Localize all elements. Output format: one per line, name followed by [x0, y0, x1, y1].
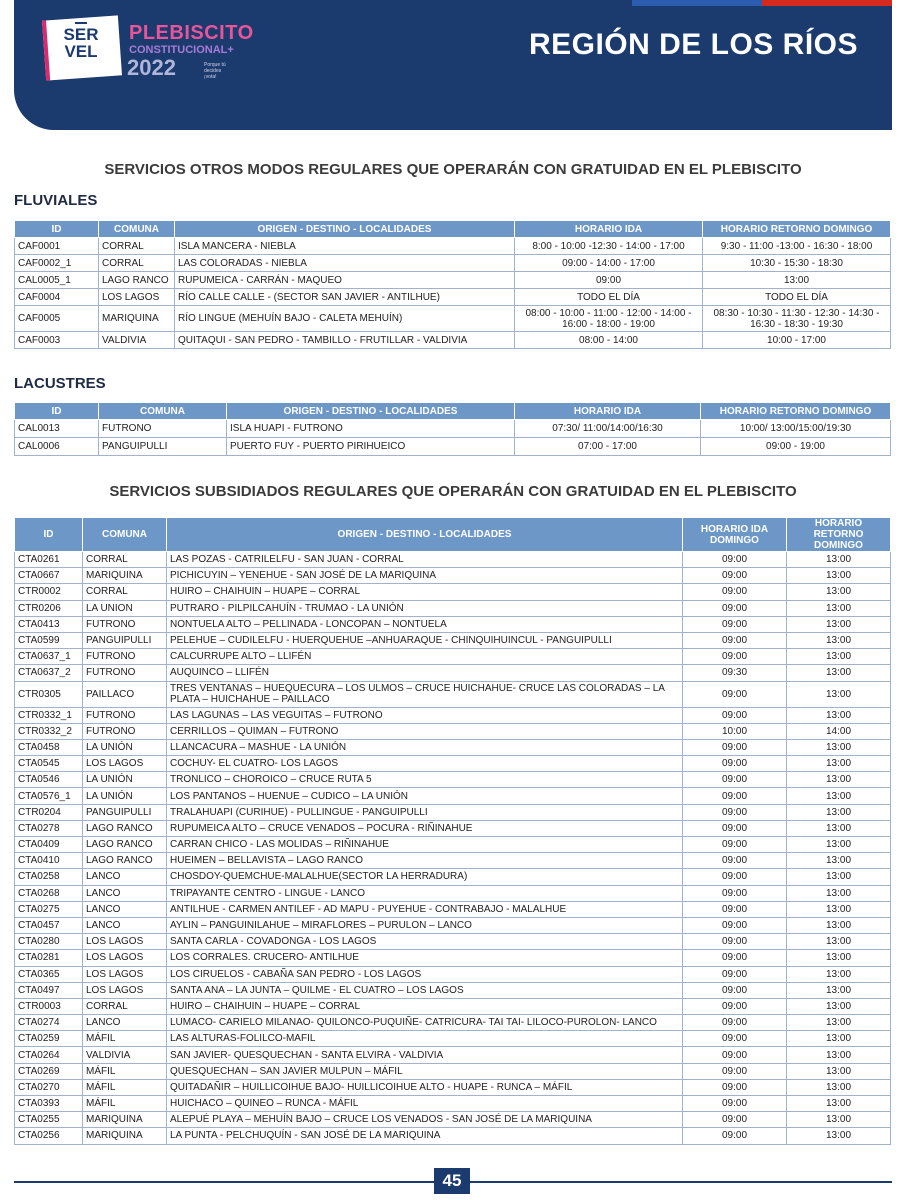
- cell-id: CTR0305: [15, 681, 83, 707]
- cell-horario-retorno: 08:30 - 10:30 - 11:30 - 12:30 - 14:30 - 16:30 - 18:30 - 19:30: [703, 306, 891, 332]
- cell-origen-destino: SANTA CARLA - COVADONGA - LOS LAGOS: [167, 934, 683, 950]
- cell-id: CTA0270: [15, 1079, 83, 1095]
- page-header: [14, 0, 892, 130]
- cell-id: CTR0204: [15, 804, 83, 820]
- year-logo-text: 2022: [127, 55, 176, 80]
- table-row: [15, 238, 891, 255]
- cell-horario-retorno: 13:00: [787, 1031, 891, 1047]
- table-row: [15, 739, 891, 755]
- table-row: [15, 632, 891, 648]
- cell-horario-ida: 09:00 - 14:00 - 17:00: [515, 255, 703, 272]
- cell-horario-retorno: 13:00: [787, 982, 891, 998]
- cell-id: CTA0280: [15, 934, 83, 950]
- cell-horario-ida: 09:00: [683, 649, 787, 665]
- cell-horario-retorno: 13:00: [787, 756, 891, 772]
- cell-origen-destino: HUIRO – CHAIHUIN – HUAPE – CORRAL: [167, 998, 683, 1014]
- cell-comuna: CORRAL: [99, 238, 175, 255]
- table-row: [15, 681, 891, 707]
- cell-origen-destino: LLANCACURA – MASHUE - LA UNIÓN: [167, 739, 683, 755]
- cell-horario-retorno: 13:00: [787, 1015, 891, 1031]
- table-row: [15, 306, 891, 332]
- flag-stripe: [632, 0, 892, 6]
- cell-horario-ida: 09:00: [683, 998, 787, 1014]
- cell-origen-destino: QUESQUECHAN – SAN JAVIER MULPUN – MÁFIL: [167, 1063, 683, 1079]
- table-row: [15, 289, 891, 306]
- cell-horario-ida: 09:00: [683, 568, 787, 584]
- cell-id: CTA0269: [15, 1063, 83, 1079]
- cell-horario-ida: 09:00: [683, 982, 787, 998]
- cell-origen-destino: CERRILLOS – QUIMAN – FUTRONO: [167, 723, 683, 739]
- cell-origen-destino: LAS LAGUNAS – LAS VEGUITAS – FUTRONO: [167, 707, 683, 723]
- table-row: [15, 568, 891, 584]
- cell-id: CTA0258: [15, 869, 83, 885]
- cell-horario-ida: 09:00: [683, 1031, 787, 1047]
- column-header-horario-retorno: HORARIO RETORNO DOMINGO: [787, 518, 891, 552]
- cell-origen-destino: HUIRO – CHAIHUIN – HUAPE – CORRAL: [167, 584, 683, 600]
- cell-comuna: PANGUIPULLI: [83, 632, 167, 648]
- cell-origen-destino: LOS CORRALES. CRUCERO- ANTILHUE: [167, 950, 683, 966]
- cell-horario-retorno: 13:00: [787, 820, 891, 836]
- table-header-row: [15, 221, 891, 238]
- cell-id: CTA0637_2: [15, 665, 83, 681]
- column-header-horario-ida: HORARIO IDA DOMINGO: [683, 518, 787, 552]
- cell-horario-ida: 09:00: [683, 820, 787, 836]
- cell-id: CTA0458: [15, 739, 83, 755]
- cell-horario-ida: 09:00: [515, 272, 703, 289]
- section-title-otros-modos: SERVICIOS OTROS MODOS REGULARES QUE OPERARÁN CON GRATUIDAD EN EL PLEBISCITO: [104, 161, 802, 178]
- cell-id: CTR0003: [15, 998, 83, 1014]
- cell-origen-destino: AYLIN – PANGUINILAHUE – MIRAFLORES – PURULON – LANCO: [167, 917, 683, 933]
- table-row: [15, 837, 891, 853]
- cell-comuna: LOS LAGOS: [83, 934, 167, 950]
- table-row: [15, 1047, 891, 1063]
- cell-comuna: PANGUIPULLI: [99, 438, 227, 456]
- cell-id: CAF0002_1: [15, 255, 99, 272]
- table-row: [15, 917, 891, 933]
- cell-horario-ida: 09:00: [683, 1112, 787, 1128]
- cell-comuna: FUTRONO: [83, 665, 167, 681]
- cell-horario-retorno: 13:00: [787, 998, 891, 1014]
- cell-comuna: LANCO: [83, 869, 167, 885]
- cell-horario-ida: 09:30: [683, 665, 787, 681]
- cell-horario-retorno: 13:00: [703, 272, 891, 289]
- cell-comuna: VALDIVIA: [99, 332, 175, 349]
- table-row: [15, 1128, 891, 1144]
- table-row: [15, 998, 891, 1014]
- cell-id: CTA0365: [15, 966, 83, 982]
- column-header-origen-destino: ORIGEN - DESTINO - LOCALIDADES: [227, 403, 515, 420]
- cell-origen-destino: LOS CIRUELOS - CABAÑA SAN PEDRO - LOS LAGOS: [167, 966, 683, 982]
- cell-origen-destino: TRONLICO – CHOROICO – CRUCE RUTA 5: [167, 772, 683, 788]
- cell-horario-ida: 09:00: [683, 853, 787, 869]
- table-row: [15, 950, 891, 966]
- cell-horario-ida: 09:00: [683, 1015, 787, 1031]
- cell-origen-destino: RUPUMEICA - CARRÁN - MAQUEO: [175, 272, 515, 289]
- table-row: [15, 707, 891, 723]
- table-row: [15, 616, 891, 632]
- cell-id: CTA0278: [15, 820, 83, 836]
- cell-id: CTA0256: [15, 1128, 83, 1144]
- cell-origen-destino: TRIPAYANTE CENTRO - LINGUE - LANCO: [167, 885, 683, 901]
- cell-horario-ida: 09:00: [683, 616, 787, 632]
- cell-comuna: PAILLACO: [83, 681, 167, 707]
- cell-horario-ida: 09:00: [683, 756, 787, 772]
- cell-horario-ida: 09:00: [683, 804, 787, 820]
- cell-comuna: FUTRONO: [83, 723, 167, 739]
- cell-comuna: FUTRONO: [83, 707, 167, 723]
- cell-horario-retorno: 13:00: [787, 950, 891, 966]
- cell-origen-destino: RUPUMEICA ALTO – CRUCE VENADOS – POCURA - RIÑINAHUE: [167, 820, 683, 836]
- cell-horario-ida: 09:00: [683, 917, 787, 933]
- cell-id: CTA0259: [15, 1031, 83, 1047]
- cell-id: CTA0275: [15, 901, 83, 917]
- cell-horario-ida: 09:00: [683, 707, 787, 723]
- column-header-horario-ida: HORARIO IDA: [515, 403, 701, 420]
- table-row: [15, 853, 891, 869]
- cell-horario-ida: 07:30/ 11:00/14:00/16:30: [515, 420, 701, 438]
- table-row: [15, 804, 891, 820]
- cell-horario-retorno: 13:00: [787, 966, 891, 982]
- cell-id: CTA0637_1: [15, 649, 83, 665]
- cell-origen-destino: COCHUY- EL CUATRO- LOS LAGOS: [167, 756, 683, 772]
- cell-origen-destino: LAS ALTURAS-FOLILCO-MAFIL: [167, 1031, 683, 1047]
- cell-comuna: LA UNIÓN: [83, 788, 167, 804]
- table-row: [15, 255, 891, 272]
- table-row: [15, 820, 891, 836]
- cell-comuna: MÁFIL: [83, 1031, 167, 1047]
- cell-horario-retorno: 9:30 - 11:00 -13:00 - 16:30 - 18:00: [703, 238, 891, 255]
- cell-horario-retorno: 13:00: [787, 568, 891, 584]
- cell-horario-ida: 09:00: [683, 552, 787, 568]
- cell-origen-destino: TRES VENTANAS – HUEQUECURA – LOS ULMOS – CRUCE HUICHAHUE- CRUCE LAS COLORADAS – LA PLATA – HUICHAHUE – PAILLACO: [167, 681, 683, 707]
- cell-comuna: LAGO RANCO: [83, 820, 167, 836]
- cell-origen-destino: ANTILHUE - CARMEN ANTILEF - AD MAPU - PUYEHUE - CONTRABAJO - MALALHUE: [167, 901, 683, 917]
- cell-id: CTA0409: [15, 837, 83, 853]
- cell-id: CTA0261: [15, 552, 83, 568]
- cell-id: CAF0003: [15, 332, 99, 349]
- cell-horario-ida: 09:00: [683, 1128, 787, 1144]
- cell-origen-destino: PELEHUE – CUDILELFU - HUERQUEHUE –ANHUARAQUE - CHINQUIHUINCUL - PANGUIPULLI: [167, 632, 683, 648]
- cell-horario-retorno: 13:00: [787, 584, 891, 600]
- cell-id: CTR0332_2: [15, 723, 83, 739]
- cell-id: CAL0005_1: [15, 272, 99, 289]
- cell-id: CTA0545: [15, 756, 83, 772]
- cell-horario-retorno: 10:00 - 17:00: [703, 332, 891, 349]
- cell-comuna: PANGUIPULLI: [83, 804, 167, 820]
- cell-horario-retorno: 13:00: [787, 632, 891, 648]
- cell-id: CTA0255: [15, 1112, 83, 1128]
- cell-origen-destino: LAS POZAS - CATRILELFU - SAN JUAN - CORRAL: [167, 552, 683, 568]
- cell-origen-destino: LA PUNTA - PELCHUQUÍN - SAN JOSÉ DE LA MARIQUINA: [167, 1128, 683, 1144]
- cell-comuna: LAGO RANCO: [83, 853, 167, 869]
- cell-id: CTA0546: [15, 772, 83, 788]
- table-row: [15, 1063, 891, 1079]
- cell-horario-ida: 10:00: [683, 723, 787, 739]
- cell-horario-ida: 08:00 - 14:00: [515, 332, 703, 349]
- cell-horario-ida: 09:00: [683, 632, 787, 648]
- table-header-row: [15, 518, 891, 552]
- cell-origen-destino: AUQUINCO – LLIFÉN: [167, 665, 683, 681]
- cell-horario-retorno: 10:00/ 13:00/15:00/19:30: [701, 420, 891, 438]
- cell-id: CTA0410: [15, 853, 83, 869]
- cell-origen-destino: CHOSDOY-QUEMCHUE-MALALHUE(SECTOR LA HERRADURA): [167, 869, 683, 885]
- table-row: [15, 438, 891, 456]
- cell-id: CAL0013: [15, 420, 99, 438]
- cell-horario-retorno: 13:00: [787, 681, 891, 707]
- cell-comuna: LANCO: [83, 885, 167, 901]
- cell-comuna: MÁFIL: [83, 1079, 167, 1095]
- lacustres-table: [14, 402, 891, 456]
- cell-horario-retorno: 13:00: [787, 804, 891, 820]
- cell-horario-ida: TODO EL DÍA: [515, 289, 703, 306]
- cell-horario-ida: 09:00: [683, 950, 787, 966]
- cell-horario-ida: 09:00: [683, 739, 787, 755]
- cell-horario-ida: 09:00: [683, 1096, 787, 1112]
- cell-horario-ida: 09:00: [683, 584, 787, 600]
- cell-comuna: LOS LAGOS: [99, 289, 175, 306]
- constitucional-logo-text: CONSTITUCIONAL+: [129, 44, 234, 56]
- table-row: [15, 901, 891, 917]
- cell-horario-retorno: 13:00: [787, 1096, 891, 1112]
- cell-origen-destino: ALEPUÉ PLAYA – MEHUÍN BAJO – CRUCE LOS VENADOS - SAN JOSÉ DE LA MARIQUINA: [167, 1112, 683, 1128]
- table-row: [15, 772, 891, 788]
- column-header-comuna: COMUNA: [83, 518, 167, 552]
- cell-horario-retorno: 13:00: [787, 552, 891, 568]
- cell-id: CTA0413: [15, 616, 83, 632]
- cell-horario-ida: 09:00: [683, 837, 787, 853]
- cell-comuna: MÁFIL: [83, 1096, 167, 1112]
- heading-fluviales: FLUVIALES: [14, 192, 98, 209]
- cell-horario-retorno: 13:00: [787, 1047, 891, 1063]
- cell-origen-destino: CARRAN CHICO - LAS MOLIDAS – RIÑINAHUE: [167, 837, 683, 853]
- table-row: [15, 600, 891, 616]
- cell-horario-retorno: 13:00: [787, 665, 891, 681]
- column-header-horario-retorno: HORARIO RETORNO DOMINGO: [703, 221, 891, 238]
- cell-origen-destino: RÍO CALLE CALLE - (SECTOR SAN JAVIER - ANTILHUE): [175, 289, 515, 306]
- table-row: [15, 584, 891, 600]
- cell-origen-destino: PUTRARO - PILPILCAHUÍN - TRUMAO - LA UNIÓN: [167, 600, 683, 616]
- cell-id: CAF0001: [15, 238, 99, 255]
- table-row: [15, 788, 891, 804]
- cell-origen-destino: ISLA HUAPI - FUTRONO: [227, 420, 515, 438]
- table-row: [15, 1015, 891, 1031]
- cell-origen-destino: SANTA ANA – LA JUNTA – QUILME - EL CUATRO – LOS LAGOS: [167, 982, 683, 998]
- table-row: [15, 1096, 891, 1112]
- cell-origen-destino: PUERTO FUY - PUERTO PIRIHUEICO: [227, 438, 515, 456]
- cell-origen-destino: HUEIMEN – BELLAVISTA – LAGO RANCO: [167, 853, 683, 869]
- cell-comuna: LOS LAGOS: [83, 756, 167, 772]
- cell-horario-retorno: 13:00: [787, 649, 891, 665]
- cell-horario-retorno: 13:00: [787, 917, 891, 933]
- cell-id: CAF0005: [15, 306, 99, 332]
- cell-horario-retorno: 13:00: [787, 837, 891, 853]
- cell-id: CTR0332_1: [15, 707, 83, 723]
- cell-comuna: CORRAL: [83, 998, 167, 1014]
- cell-horario-ida: 09:00: [683, 1063, 787, 1079]
- cell-horario-ida: 09:00: [683, 869, 787, 885]
- table-row: [15, 1112, 891, 1128]
- cell-horario-retorno: 13:00: [787, 1112, 891, 1128]
- cell-horario-retorno: 14:00: [787, 723, 891, 739]
- cell-origen-destino: NONTUELA ALTO – PELLINADA - LONCOPAN – NONTUELA: [167, 616, 683, 632]
- cell-horario-retorno: 13:00: [787, 1079, 891, 1095]
- cell-horario-retorno: 13:00: [787, 772, 891, 788]
- cell-horario-ida: 09:00: [683, 885, 787, 901]
- table-row: [15, 982, 891, 998]
- servel-logo: SER VEL: [56, 22, 106, 60]
- cell-origen-destino: QUITADAÑIR – HUILLICOIHUE BAJO- HUILLICOIHUE ALTO - HUAPE - RUNCA – MÁFIL: [167, 1079, 683, 1095]
- cell-id: CAF0004: [15, 289, 99, 306]
- cell-horario-retorno: 13:00: [787, 707, 891, 723]
- cell-origen-destino: PICHICUYIN – YENEHUE - SAN JOSÉ DE LA MARIQUINA: [167, 568, 683, 584]
- cell-comuna: MARIQUINA: [99, 306, 175, 332]
- cell-horario-retorno: 13:00: [787, 739, 891, 755]
- column-header-id: ID: [15, 518, 83, 552]
- cell-horario-ida: 09:00: [683, 1047, 787, 1063]
- cell-comuna: FUTRONO: [83, 616, 167, 632]
- table-row: [15, 1079, 891, 1095]
- cell-id: CTA0576_1: [15, 788, 83, 804]
- column-header-origen-destino: ORIGEN - DESTINO - LOCALIDADES: [167, 518, 683, 552]
- cell-horario-retorno: 13:00: [787, 885, 891, 901]
- column-header-id: ID: [15, 403, 99, 420]
- cell-id: CTA0264: [15, 1047, 83, 1063]
- cell-id: CTR0002: [15, 584, 83, 600]
- cell-comuna: LANCO: [83, 917, 167, 933]
- cell-horario-ida: 09:00: [683, 681, 787, 707]
- cell-origen-destino: CALCURRUPE ALTO – LLIFÉN: [167, 649, 683, 665]
- cell-origen-destino: LUMACO- CARIELO MILANAO- QUILONCO-PUQUIÑE- CATRICURA- TAI TAI- LILOCO-PUROLON- LANCO: [167, 1015, 683, 1031]
- cell-origen-destino: TRALAHUAPI (CURIHUE) - PULLINGUE - PANGUIPULLI: [167, 804, 683, 820]
- cell-horario-retorno: 13:00: [787, 1128, 891, 1144]
- cell-horario-ida: 09:00: [683, 600, 787, 616]
- cell-origen-destino: ISLA MANCERA - NIEBLA: [175, 238, 515, 255]
- cell-horario-ida: 09:00: [683, 772, 787, 788]
- heading-lacustres: LACUSTRES: [14, 375, 106, 392]
- table-header-row: [15, 403, 891, 420]
- column-header-horario-retorno: HORARIO RETORNO DOMINGO: [701, 403, 891, 420]
- cell-horario-ida: 07:00 - 17:00: [515, 438, 701, 456]
- cell-horario-ida: 09:00: [683, 966, 787, 982]
- cell-comuna: CORRAL: [83, 552, 167, 568]
- cell-id: CAL0006: [15, 438, 99, 456]
- cell-id: CTA0599: [15, 632, 83, 648]
- table-row: [15, 420, 891, 438]
- cell-comuna: FUTRONO: [83, 649, 167, 665]
- cell-horario-ida: 09:00: [683, 1079, 787, 1095]
- cell-origen-destino: RÍO LINGUE (MEHUÍN BAJO - CALETA MEHUÍN): [175, 306, 515, 332]
- column-header-id: ID: [15, 221, 99, 238]
- cell-horario-ida: 08:00 - 10:00 - 11:00 - 12:00 - 14:00 - 16:00 - 18:00 - 19:00: [515, 306, 703, 332]
- table-row: [15, 552, 891, 568]
- cell-comuna: MARIQUINA: [83, 1112, 167, 1128]
- table-row: [15, 869, 891, 885]
- cell-comuna: CORRAL: [83, 584, 167, 600]
- cell-horario-retorno: TODO EL DÍA: [703, 289, 891, 306]
- cell-origen-destino: SAN JAVIER- QUESQUECHAN - SANTA ELVIRA - VALDIVIA: [167, 1047, 683, 1063]
- cell-horario-ida: 09:00: [683, 788, 787, 804]
- table-row: [15, 934, 891, 950]
- subsidiados-table: [14, 517, 891, 1145]
- cell-id: CTR0206: [15, 600, 83, 616]
- cell-comuna: LAGO RANCO: [99, 272, 175, 289]
- cell-horario-retorno: 13:00: [787, 934, 891, 950]
- cell-comuna: FUTRONO: [99, 420, 227, 438]
- table-row: [15, 723, 891, 739]
- table-row: [15, 332, 891, 349]
- cell-horario-retorno: 13:00: [787, 1063, 891, 1079]
- cell-horario-retorno: 13:00: [787, 616, 891, 632]
- cell-origen-destino: LAS COLORADAS - NIEBLA: [175, 255, 515, 272]
- cell-id: CTA0268: [15, 885, 83, 901]
- cell-horario-ida: 09:00: [683, 934, 787, 950]
- table-row: [15, 1031, 891, 1047]
- table-row: [15, 966, 891, 982]
- cell-origen-destino: HUICHACO – QUINEO – RUNCA - MÁFIL: [167, 1096, 683, 1112]
- cell-comuna: CORRAL: [99, 255, 175, 272]
- cell-comuna: VALDIVIA: [83, 1047, 167, 1063]
- table-row: [15, 649, 891, 665]
- cell-id: CTA0457: [15, 917, 83, 933]
- tagline-logo-text: Porque tú decides ¡vota!: [204, 62, 226, 80]
- cell-comuna: MARIQUINA: [83, 1128, 167, 1144]
- cell-comuna: LANCO: [83, 901, 167, 917]
- cell-comuna: LA UNION: [83, 600, 167, 616]
- cell-comuna: LOS LAGOS: [83, 966, 167, 982]
- page-number: 45: [434, 1168, 470, 1194]
- column-header-origen-destino: ORIGEN - DESTINO - LOCALIDADES: [175, 221, 515, 238]
- cell-comuna: LA UNIÓN: [83, 739, 167, 755]
- section-title-subsidiados: SERVICIOS SUBSIDIADOS REGULARES QUE OPERARÁN CON GRATUIDAD EN EL PLEBISCITO: [109, 483, 797, 500]
- cell-horario-retorno: 13:00: [787, 869, 891, 885]
- cell-id: CTA0393: [15, 1096, 83, 1112]
- fluviales-table: [14, 220, 891, 349]
- cell-horario-retorno: 09:00 - 19:00: [701, 438, 891, 456]
- cell-horario-retorno: 13:00: [787, 788, 891, 804]
- cell-id: CTA0281: [15, 950, 83, 966]
- table-row: [15, 272, 891, 289]
- cell-horario-retorno: 10:30 - 15:30 - 18:30: [703, 255, 891, 272]
- region-title: REGIÓN DE LOS RÍOS: [528, 28, 858, 61]
- cell-comuna: LAGO RANCO: [83, 837, 167, 853]
- cell-horario-retorno: 13:00: [787, 600, 891, 616]
- cell-origen-destino: QUITAQUI - SAN PEDRO - TAMBILLO - FRUTILLAR - VALDIVIA: [175, 332, 515, 349]
- cell-comuna: LOS LAGOS: [83, 982, 167, 998]
- cell-horario-ida: 8:00 - 10:00 -12:30 - 14:00 - 17:00: [515, 238, 703, 255]
- table-row: [15, 756, 891, 772]
- column-header-comuna: COMUNA: [99, 403, 227, 420]
- cell-horario-retorno: 13:00: [787, 901, 891, 917]
- cell-id: CTA0274: [15, 1015, 83, 1031]
- cell-horario-ida: 09:00: [683, 901, 787, 917]
- cell-comuna: MÁFIL: [83, 1063, 167, 1079]
- plebiscito-logo-text: PLEBISCITO: [129, 22, 254, 44]
- cell-comuna: LA UNIÓN: [83, 772, 167, 788]
- cell-origen-destino: LOS PANTANOS – HUENUE – CUDICO – LA UNIÓN: [167, 788, 683, 804]
- table-row: [15, 665, 891, 681]
- cell-id: CTA0667: [15, 568, 83, 584]
- column-header-comuna: COMUNA: [99, 221, 175, 238]
- cell-comuna: LANCO: [83, 1015, 167, 1031]
- cell-comuna: MARIQUINA: [83, 568, 167, 584]
- cell-horario-retorno: 13:00: [787, 853, 891, 869]
- cell-comuna: LOS LAGOS: [83, 950, 167, 966]
- cell-id: CTA0497: [15, 982, 83, 998]
- table-row: [15, 885, 891, 901]
- column-header-horario-ida: HORARIO IDA: [515, 221, 703, 238]
